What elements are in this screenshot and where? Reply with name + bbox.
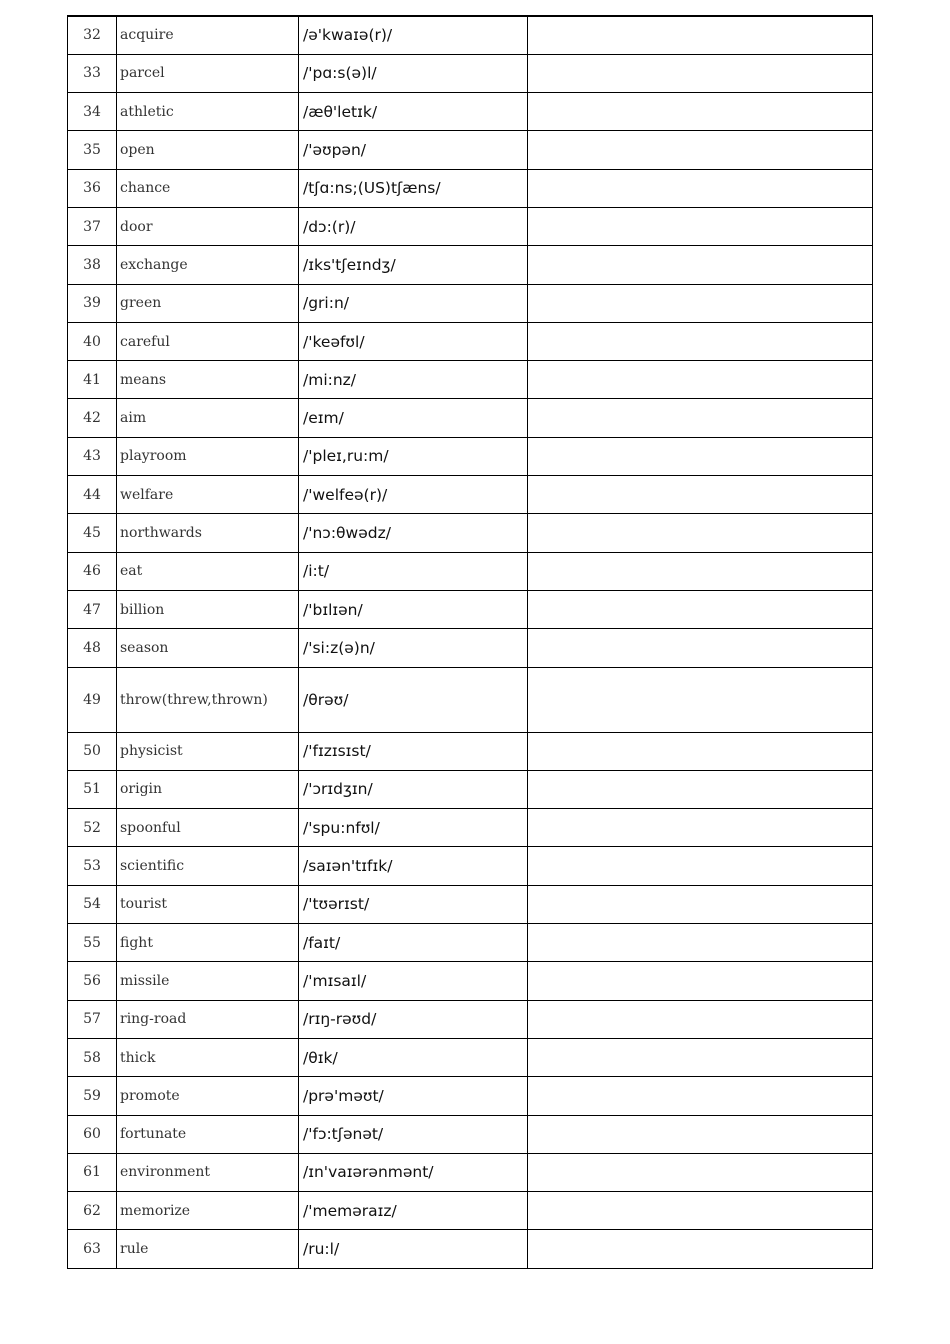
- word-cell: billion: [117, 590, 299, 628]
- row-number: 48: [68, 629, 117, 667]
- table-row: [68, 770, 873, 808]
- meaning-blank-cell: [528, 16, 873, 54]
- row-number: 40: [68, 322, 117, 360]
- phonetic-cell: /'bɪlɪən/: [299, 590, 528, 628]
- table-row: [68, 284, 873, 322]
- row-number: 36: [68, 169, 117, 207]
- meaning-blank-cell: [528, 962, 873, 1000]
- word-cell: thick: [117, 1038, 299, 1076]
- phonetic-cell: /'pleɪ,ru:m/: [299, 437, 528, 475]
- row-number: 57: [68, 1000, 117, 1038]
- meaning-blank-cell: [528, 131, 873, 169]
- meaning-blank-cell: [528, 514, 873, 552]
- table-row: [68, 590, 873, 628]
- phonetic-cell: /'əʊpən/: [299, 131, 528, 169]
- word-cell: memorize: [117, 1192, 299, 1230]
- phonetic-cell: /rɪŋ-rəʊd/: [299, 1000, 528, 1038]
- table-row: [68, 93, 873, 131]
- row-number: 56: [68, 962, 117, 1000]
- row-number: 58: [68, 1038, 117, 1076]
- row-number: 53: [68, 847, 117, 885]
- word-cell: fortunate: [117, 1115, 299, 1153]
- word-cell: northwards: [117, 514, 299, 552]
- phonetic-cell: /tʃɑ:ns;(US)tʃæns/: [299, 169, 528, 207]
- meaning-blank-cell: [528, 322, 873, 360]
- phonetic-cell: /æθ'letɪk/: [299, 93, 528, 131]
- row-number: 32: [68, 16, 117, 54]
- meaning-blank-cell: [528, 1230, 873, 1268]
- table-row: [68, 552, 873, 590]
- word-cell: open: [117, 131, 299, 169]
- phonetic-cell: /saɪən'tɪfɪk/: [299, 847, 528, 885]
- meaning-blank-cell: [528, 1192, 873, 1230]
- phonetic-cell: /'pɑ:s(ə)l/: [299, 54, 528, 92]
- table-row: [68, 361, 873, 399]
- row-number: 61: [68, 1153, 117, 1191]
- row-number: 33: [68, 54, 117, 92]
- meaning-blank-cell: [528, 207, 873, 245]
- phonetic-cell: /'keəfʊl/: [299, 322, 528, 360]
- table-row: [68, 207, 873, 245]
- row-number: 47: [68, 590, 117, 628]
- row-number: 60: [68, 1115, 117, 1153]
- row-number: 50: [68, 732, 117, 770]
- word-cell: physicist: [117, 732, 299, 770]
- row-number: 63: [68, 1230, 117, 1268]
- word-cell: promote: [117, 1077, 299, 1115]
- phonetic-cell: /eɪm/: [299, 399, 528, 437]
- meaning-blank-cell: [528, 399, 873, 437]
- meaning-blank-cell: [528, 847, 873, 885]
- phonetic-cell: /ɪks'tʃeɪndʒ/: [299, 246, 528, 284]
- word-cell: environment: [117, 1153, 299, 1191]
- meaning-blank-cell: [528, 1038, 873, 1076]
- word-cell: means: [117, 361, 299, 399]
- word-cell: fight: [117, 924, 299, 962]
- meaning-blank-cell: [528, 732, 873, 770]
- table-row: [68, 629, 873, 667]
- row-number: 44: [68, 476, 117, 514]
- table-row: [68, 1192, 873, 1230]
- row-number: 41: [68, 361, 117, 399]
- row-number: 49: [68, 667, 117, 732]
- table-row: [68, 885, 873, 923]
- meaning-blank-cell: [528, 361, 873, 399]
- row-number: 43: [68, 437, 117, 475]
- table-row: [68, 1153, 873, 1191]
- row-number: 59: [68, 1077, 117, 1115]
- table-row: [68, 476, 873, 514]
- vocabulary-table-body: [68, 16, 873, 1268]
- word-cell: exchange: [117, 246, 299, 284]
- table-row: [68, 809, 873, 847]
- word-cell: ring-road: [117, 1000, 299, 1038]
- phonetic-cell: /ru:l/: [299, 1230, 528, 1268]
- row-number: 46: [68, 552, 117, 590]
- phonetic-cell: /θrəʊ/: [299, 667, 528, 732]
- meaning-blank-cell: [528, 437, 873, 475]
- table-row: [68, 16, 873, 54]
- phonetic-cell: /'welfeə(r)/: [299, 476, 528, 514]
- row-number: 62: [68, 1192, 117, 1230]
- word-cell: throw(threw,thrown): [117, 667, 299, 732]
- row-number: 42: [68, 399, 117, 437]
- table-row: [68, 322, 873, 360]
- table-row: [68, 1000, 873, 1038]
- row-number: 39: [68, 284, 117, 322]
- phonetic-cell: /'spu:nfʊl/: [299, 809, 528, 847]
- word-cell: rule: [117, 1230, 299, 1268]
- meaning-blank-cell: [528, 1115, 873, 1153]
- phonetic-cell: /faɪt/: [299, 924, 528, 962]
- meaning-blank-cell: [528, 809, 873, 847]
- meaning-blank-cell: [528, 924, 873, 962]
- meaning-blank-cell: [528, 169, 873, 207]
- phonetic-cell: /'si:z(ə)n/: [299, 629, 528, 667]
- row-number: 55: [68, 924, 117, 962]
- meaning-blank-cell: [528, 770, 873, 808]
- table-row: [68, 924, 873, 962]
- word-cell: spoonful: [117, 809, 299, 847]
- word-cell: careful: [117, 322, 299, 360]
- phonetic-cell: /'tʊərɪst/: [299, 885, 528, 923]
- row-number: 34: [68, 93, 117, 131]
- meaning-blank-cell: [528, 93, 873, 131]
- word-cell: green: [117, 284, 299, 322]
- word-cell: parcel: [117, 54, 299, 92]
- phonetic-cell: /i:t/: [299, 552, 528, 590]
- word-cell: welfare: [117, 476, 299, 514]
- word-cell: aim: [117, 399, 299, 437]
- word-cell: origin: [117, 770, 299, 808]
- phonetic-cell: /θɪk/: [299, 1038, 528, 1076]
- phonetic-cell: /'fɔ:tʃənət/: [299, 1115, 528, 1153]
- meaning-blank-cell: [528, 667, 873, 732]
- word-cell: door: [117, 207, 299, 245]
- vocabulary-table: [67, 15, 873, 1269]
- meaning-blank-cell: [528, 885, 873, 923]
- word-cell: eat: [117, 552, 299, 590]
- meaning-blank-cell: [528, 629, 873, 667]
- table-row: [68, 169, 873, 207]
- table-row: [68, 246, 873, 284]
- meaning-blank-cell: [528, 1077, 873, 1115]
- meaning-blank-cell: [528, 1000, 873, 1038]
- meaning-blank-cell: [528, 476, 873, 514]
- table-row: [68, 1077, 873, 1115]
- table-row: [68, 1038, 873, 1076]
- row-number: 54: [68, 885, 117, 923]
- phonetic-cell: /'mɪsaɪl/: [299, 962, 528, 1000]
- row-number: 51: [68, 770, 117, 808]
- row-number: 37: [68, 207, 117, 245]
- word-cell: scientific: [117, 847, 299, 885]
- word-cell: missile: [117, 962, 299, 1000]
- meaning-blank-cell: [528, 590, 873, 628]
- phonetic-cell: /'fɪzɪsɪst/: [299, 732, 528, 770]
- table-row: [68, 514, 873, 552]
- table-row: [68, 847, 873, 885]
- table-row: [68, 962, 873, 1000]
- word-cell: acquire: [117, 16, 299, 54]
- table-row: [68, 54, 873, 92]
- phonetic-cell: /prə'məʊt/: [299, 1077, 528, 1115]
- phonetic-cell: /ə'kwaɪə(r)/: [299, 16, 528, 54]
- word-cell: athletic: [117, 93, 299, 131]
- phonetic-cell: /'ɔrɪdʒɪn/: [299, 770, 528, 808]
- word-cell: season: [117, 629, 299, 667]
- meaning-blank-cell: [528, 284, 873, 322]
- table-row: [68, 667, 873, 732]
- row-number: 35: [68, 131, 117, 169]
- phonetic-cell: /ɪn'vaɪərənmənt/: [299, 1153, 528, 1191]
- meaning-blank-cell: [528, 1153, 873, 1191]
- table-row: [68, 437, 873, 475]
- table-row: [68, 399, 873, 437]
- table-row: [68, 1230, 873, 1268]
- table-row: [68, 732, 873, 770]
- phonetic-cell: /mi:nz/: [299, 361, 528, 399]
- phonetic-cell: /gri:n/: [299, 284, 528, 322]
- row-number: 45: [68, 514, 117, 552]
- table-row: [68, 131, 873, 169]
- word-cell: tourist: [117, 885, 299, 923]
- word-cell: chance: [117, 169, 299, 207]
- meaning-blank-cell: [528, 54, 873, 92]
- phonetic-cell: /'nɔ:θwədz/: [299, 514, 528, 552]
- meaning-blank-cell: [528, 552, 873, 590]
- table-row: [68, 1115, 873, 1153]
- meaning-blank-cell: [528, 246, 873, 284]
- phonetic-cell: /'meməraɪz/: [299, 1192, 528, 1230]
- phonetic-cell: /dɔ:(r)/: [299, 207, 528, 245]
- word-cell: playroom: [117, 437, 299, 475]
- row-number: 38: [68, 246, 117, 284]
- row-number: 52: [68, 809, 117, 847]
